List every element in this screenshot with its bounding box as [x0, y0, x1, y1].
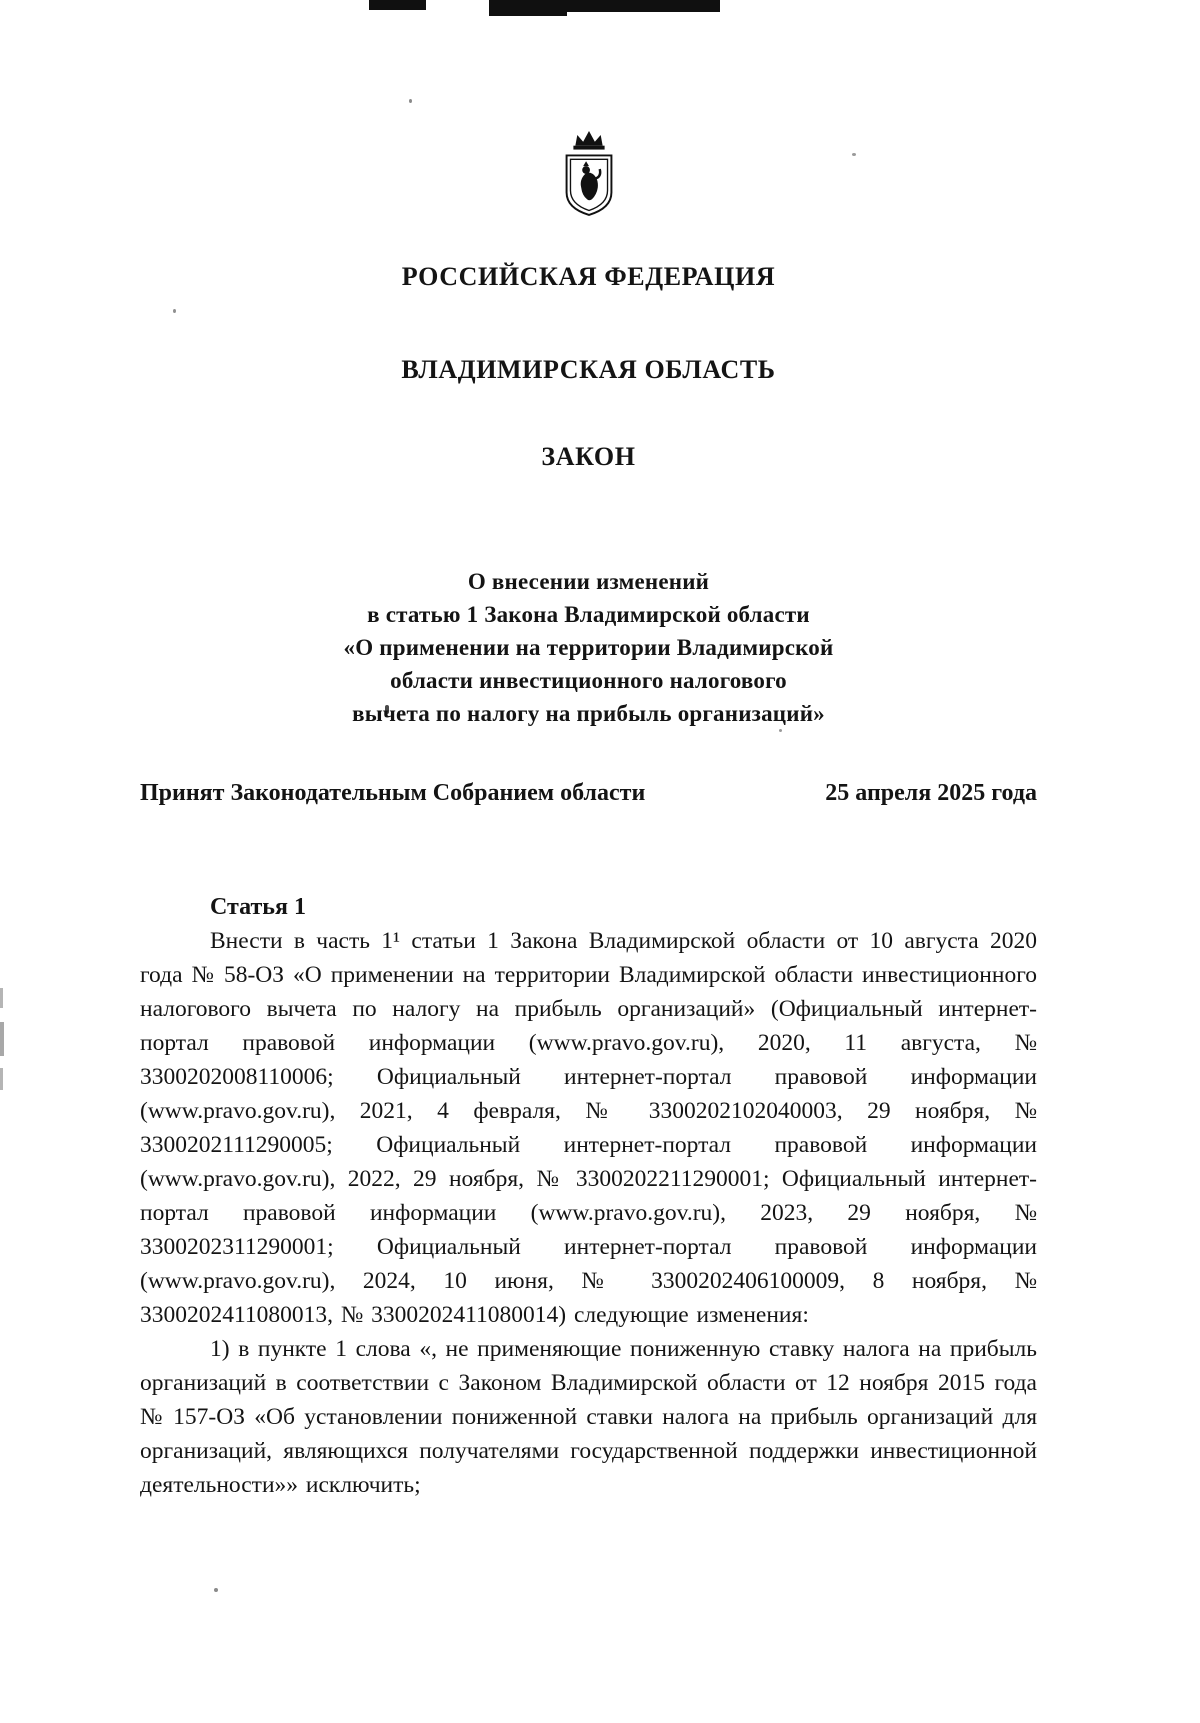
scan-artifact — [0, 1068, 3, 1090]
document-title — [140, 565, 1037, 730]
doc-type-heading: ЗАКОН — [541, 442, 636, 471]
article-heading: Статья 1 — [210, 894, 306, 920]
title-line: области инвестиционного налогового — [390, 668, 787, 693]
country-heading: РОССИЙСКАЯ ФЕДЕРАЦИЯ — [401, 262, 776, 291]
title-line: в статью 1 Закона Владимирской области — [367, 602, 810, 627]
region-heading: ВЛАДИМИРСКАЯ ОБЛАСТЬ — [401, 355, 776, 384]
adoption-row — [140, 780, 1037, 807]
scan-artifact — [0, 1022, 4, 1056]
body-paragraph: 1) в пункте 1 слова «, не применяющие пониженную ставку налога на прибыль организаций в соответствии с Законом Владимирской области от 12 ноября 2015 года № 157-ОЗ «Об установлении пониженной ставки налога на прибыль организаций для организаций, являющихся получателями государственной поддержки инвестиционной деятельности»» исключить; — [140, 1336, 1037, 1498]
title-line: вычета по налогу на прибыль организаций» — [352, 701, 825, 726]
scan-artifact — [214, 1588, 218, 1592]
coat-of-arms-icon — [550, 126, 628, 218]
title-line: «О применении на территории Владимирской — [343, 635, 834, 660]
document-content — [140, 0, 1037, 1502]
scan-artifact — [0, 988, 3, 1008]
title-line: О внесении изменений — [467, 569, 710, 594]
adopted-by-label: Принят Законодательным Собранием области — [140, 780, 646, 806]
body-paragraph: Внести в часть 1¹ статьи 1 Закона Владимирской области от 10 августа 2020 года № 58-ОЗ «О применении на территории Владимирской области инвестиционного налогового вычета по налогу на прибыль организаций» (Официальный интернет-портал правовой информации (www.pravo.gov.ru), 2020, 11 августа, № 3300202008110006; Официальный интернет-портал правовой информации (www.pravo.gov.ru), 2021, 4 февраля, № 3300202102040003, 29 ноября, № 3300202111290005; Официальный интернет-портал правовой информации (www.pravo.gov.ru), 2022, 29 ноября, № 3300202211290001; Официальный интернет-портал правовой информации (www.pravo.gov.ru), 2023, 29 ноября, № 3300202311290001; Официальный интернет-портал правовой информации (www.pravo.gov.ru), 2024, 10 июня, № 3300202406100009, 8 ноября, № 3300202411080013, № 3300202411080014) следующие изменения: — [140, 928, 1037, 1328]
adoption-date: 25 апреля 2025 года — [825, 780, 1037, 806]
